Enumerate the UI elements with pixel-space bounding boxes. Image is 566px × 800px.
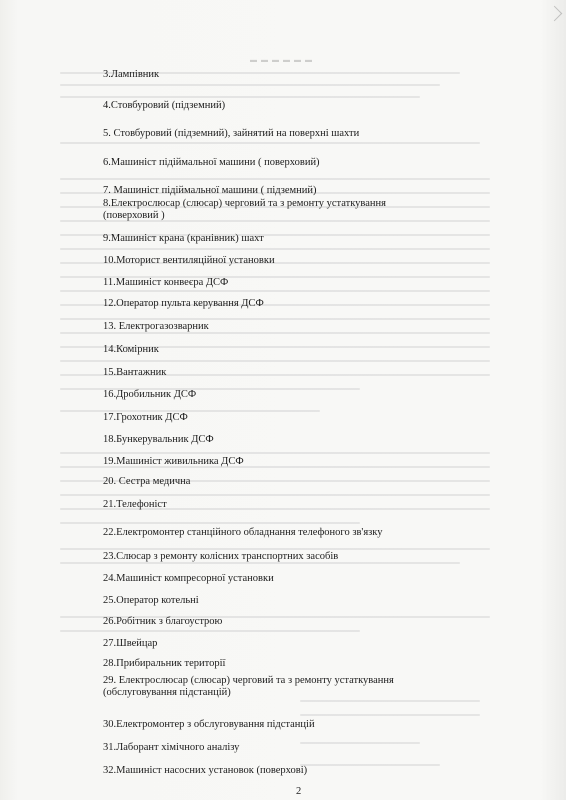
show-through-line [60,290,490,292]
show-through-line [300,742,420,744]
list-item: 10.Моторист вентиляційної установки [103,255,275,266]
list-item: 13. Електрогазозварник [103,321,209,332]
list-item: 19.Машиніст живильника ДСФ [103,456,244,467]
list-item: 26.Робітник з благоустрою [103,616,223,627]
list-item: 21.Телефоніст [103,499,167,510]
show-through-line [60,142,480,144]
list-item: 25.Оператор котельні [103,595,199,606]
show-through-line [60,178,490,180]
list-item: 14.Комірник [103,344,159,355]
list-item: 23.Слюсар з ремонту колісних транспортних засобів [103,551,339,562]
show-through-line [60,630,360,632]
list-item: 18.Бункерувальник ДСФ [103,434,214,445]
show-through-line [60,96,420,98]
list-item: 7. Машиніст підіймальної машини ( підземний) [103,185,317,196]
list-item: 17.Грохотник ДСФ [103,412,188,423]
show-through-line [300,764,440,766]
show-through-line [300,700,480,702]
show-through-line [60,494,490,496]
show-through-line [60,84,440,86]
list-item: 30.Електромонтер з обслуговування підстанцій [103,719,315,730]
page-corner-mark [547,6,563,22]
list-item: 16.Дробильник ДСФ [103,389,197,400]
list-item: 31.Лаборант хімічного аналізу [103,742,240,753]
show-through-header: ▬▬▬▬▬▬ [250,56,316,64]
list-item: 29. Електрослюсар (слюсар) черговий та з ремонту устаткування (обслуговування підстанцій) [103,675,394,698]
list-item: 12.Оператор пульта керування ДСФ [103,298,264,309]
list-item: 3.Лампівник [103,69,160,80]
list-item: 32.Машиніст насосних установок (поверхові) [103,765,308,776]
show-through-line [60,248,490,250]
show-through-line [300,714,480,716]
list-item: 20. Сестра медична [103,476,191,487]
list-item: 24.Машиніст компресорної установки [103,573,274,584]
show-through-line [60,318,490,320]
list-item: 4.Стовбуровий (підземний) [103,100,226,111]
show-through-line [60,548,490,550]
list-item: 6.Машиніст підіймальної машини ( поверховий) [103,157,320,168]
list-item: 28.Прибиральник території [103,658,226,669]
page-number: 2 [296,786,302,797]
list-item: 9.Машиніст крана (кранівник) шахт [103,233,264,244]
list-item: 11.Машиніст конвеєра ДСФ [103,277,229,288]
list-item: 5. Стовбуровий (підземний), зайнятий на поверхні шахти [103,128,360,139]
list-item: 8.Електрослюсар (слюсар) черговий та з ремонту устаткування (поверховий ) [103,198,386,221]
list-item: 22.Електромонтер станційного обладнання телефоного зв'язку [103,527,383,538]
show-through-line [60,522,360,524]
list-item: 15.Вантажник [103,367,167,378]
list-item: 27.Швейцар [103,638,158,649]
show-through-line [60,360,490,362]
show-through-line [60,452,490,454]
show-through-line [60,410,320,412]
